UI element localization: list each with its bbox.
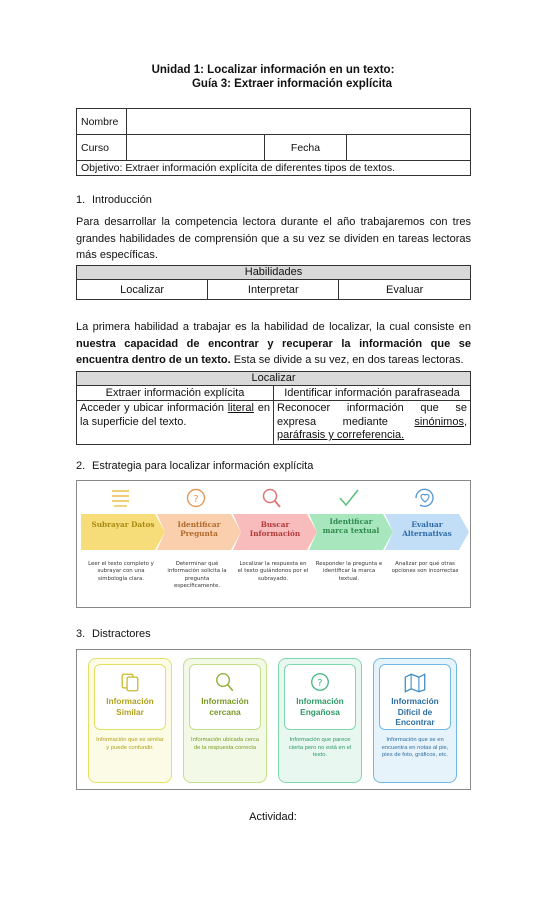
list-icon (81, 487, 160, 509)
card-description: Información ubicada cerca de la respuesta correcta (191, 737, 259, 751)
step-subrayar (81, 481, 160, 609)
card-title: Información Difícil de Encontrar (391, 696, 439, 727)
card-dificil (373, 658, 457, 783)
strategy-diagram (76, 480, 471, 608)
step-marca (309, 481, 388, 609)
fecha-field[interactable] (347, 135, 471, 161)
check-icon (309, 487, 388, 509)
parafraseada-title: Identificar información parafraseada (274, 386, 471, 401)
step-description: Localizar la respuesta en el texto guiándonos por el subrayado. (237, 561, 309, 582)
copy-icon (95, 671, 165, 693)
student-info-table (76, 108, 471, 176)
explicita-description: Acceder y ubicar información literal en la superficie del texto. (77, 401, 274, 445)
step-buscar (233, 481, 312, 609)
question-icon (157, 487, 236, 509)
step-label: Identificar Pregunta (177, 520, 221, 538)
card-title: Información cercana (201, 696, 249, 717)
step-description: Responder la pregunta e identificar la marca textual. (315, 561, 383, 582)
card-description: Información que es similar y puede confundir. (96, 737, 164, 751)
card-enganosa (278, 658, 362, 783)
step-label: Subrayar Datos (91, 520, 155, 529)
section-3-heading: 3. Distractores (76, 628, 151, 640)
distractors-diagram (76, 649, 471, 790)
habilidades-header: Habilidades (77, 266, 471, 280)
localizar-paragraph: La primera habilidad a trabajar es la habilidad de localizar, la cual consiste en nuestra capacidad de encontrar y recuperar la información que se encuentra dentro de un texto. Esta se divide a su vez, en dos tareas lectoras. (76, 321, 471, 366)
objetivo-text: Objetivo: Extraer información explícita de diferentes tipos de textos. (77, 161, 471, 176)
map-icon (380, 671, 450, 693)
fecha-label: Fecha (265, 135, 347, 161)
habilidades-table (76, 265, 471, 300)
card-similar (88, 658, 172, 783)
svg-text:?: ? (193, 494, 199, 505)
card-title: Información Similar (106, 696, 154, 717)
actividad-heading: Actividad: (249, 811, 297, 823)
section-2-heading: 2. Estrategia para localizar información explícita (76, 460, 314, 472)
localizar-definition: nuestra capacidad de encontrar y recuperar la información que se encuentra dentro de un texto. (76, 337, 471, 366)
step-label: Buscar Información (249, 520, 301, 538)
step-description: Determinar qué información solicita la pregunta específicamente. (167, 561, 227, 589)
card-title: Información Engañosa (296, 696, 344, 717)
title-line-1: Unidad 1: Localizar información en un texto: (151, 64, 395, 76)
habilidad-localizar: Localizar (77, 280, 208, 300)
habilidad-interpretar: Interpretar (208, 280, 339, 300)
heart-refresh-icon (385, 487, 464, 509)
step-description: Leer el texto completo y subrayar con una simbología clara. (88, 561, 154, 582)
localizar-table (76, 371, 471, 445)
search-icon (190, 671, 260, 693)
step-evaluar (385, 481, 464, 609)
section-1-heading: 1. Introducción (76, 194, 152, 206)
habilidad-evaluar: Evaluar (339, 280, 471, 300)
card-cercana (183, 658, 267, 783)
step-label: Identificar marca textual (322, 517, 380, 535)
nombre-label: Nombre (77, 109, 127, 135)
step-pregunta (157, 481, 236, 609)
search-icon (233, 487, 312, 509)
step-description: Analizar por qué otras opciones son incorrectas (391, 561, 459, 575)
curso-label: Curso (77, 135, 127, 161)
nombre-field[interactable] (127, 109, 471, 135)
step-label: Evaluar Alternativas (402, 520, 452, 538)
intro-paragraph: Para desarrollar la competencia lectora durante el año trabajaremos con tres grandes habilidades de comprensión que a su vez se dividen en tareas lectoras más específicas. (76, 216, 471, 261)
card-description: Información que se en encuentra en notas al pie, pies de foto, gráficos, etc. (381, 737, 449, 759)
card-description: Información que parece cierta pero no está en el texto. (288, 737, 352, 759)
question-icon (285, 671, 355, 693)
document-title (0, 63, 546, 91)
localizar-header: Localizar (77, 372, 471, 386)
parafraseada-description: Reconocer información que se expresa mediante sinónimos, paráfrasis y correferencia. (274, 401, 471, 445)
curso-field[interactable] (127, 135, 265, 161)
title-line-2: Guía 3: Extraer información explícita (191, 78, 393, 90)
explicita-title: Extraer información explícita (77, 386, 274, 401)
svg-text:?: ? (317, 677, 323, 689)
